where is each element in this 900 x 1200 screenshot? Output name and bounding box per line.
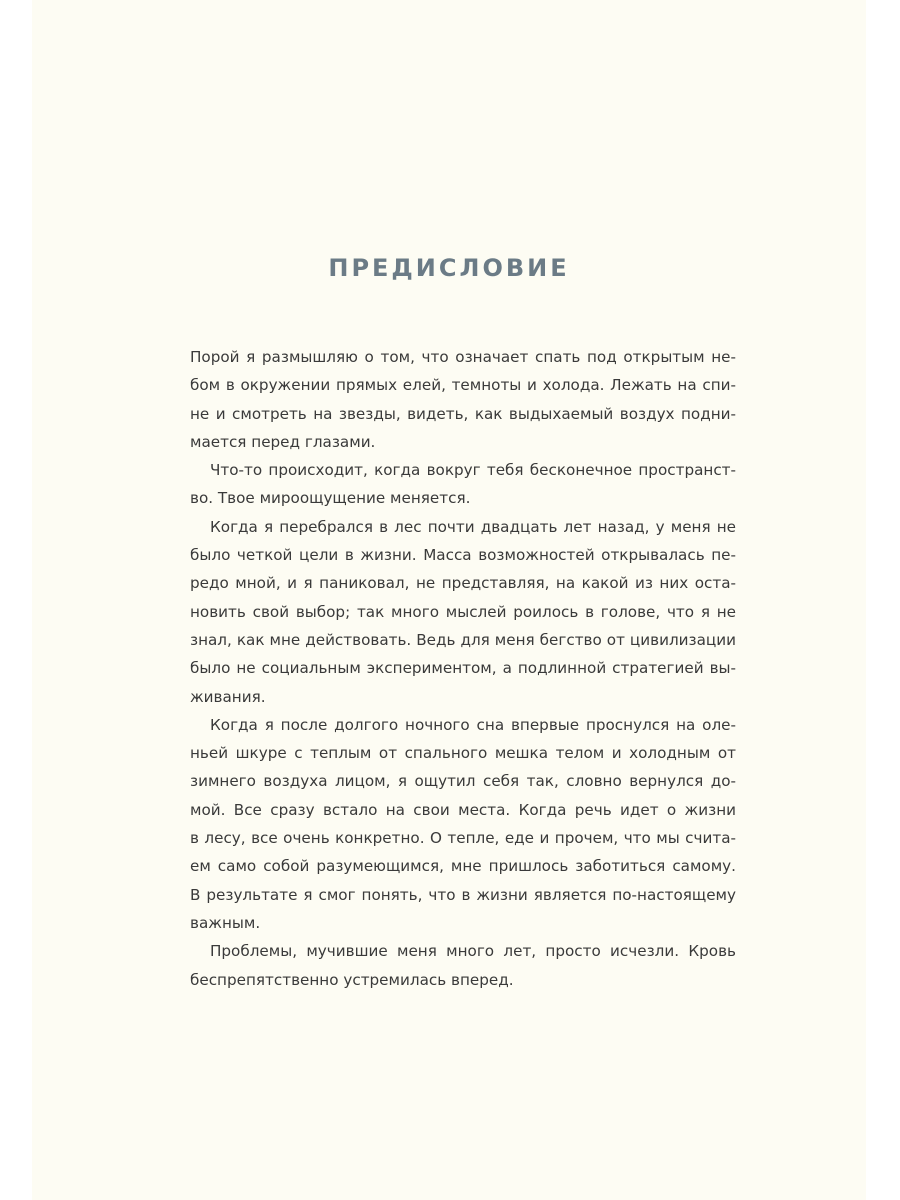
text-line: Что-то происходит, когда вокруг тебя бесконечное пространст- [210, 461, 736, 480]
text-line: новить свой выбор; так много мыслей роилось в голове, что я не [190, 602, 736, 621]
text-line: В результате я смог понять, что в жизни является по-настоящему [190, 885, 736, 904]
text-line: Проблемы, мучившие меня много лет, просто исчезли. Кровь [210, 942, 736, 961]
paragraph [190, 343, 736, 456]
text-line: не и смотреть на звезды, видеть, как выдыхаемый воздух подни- [190, 404, 736, 423]
paragraph [190, 937, 736, 994]
paragraph [190, 513, 736, 711]
paragraph [190, 711, 736, 937]
body-text [190, 343, 736, 994]
text-line: Когда я после долгого ночного сна впервые проснулся на оле- [210, 715, 736, 734]
text-line: мой. Все сразу встало на свои места. Когда речь идет о жизни [190, 800, 736, 819]
text-line: важным. [190, 913, 261, 932]
text-line: ньей шкуре с теплым от спального мешка телом и холодным от [190, 744, 736, 763]
text-line: в лесу, все очень конкретно. О тепле, еде и прочем, что мы счита- [190, 829, 736, 848]
text-line: во. Твое мироощущение меняется. [190, 489, 471, 508]
text-line: беспрепятственно устремилась вперед. [190, 970, 514, 989]
text-line: ем само собой разумеющимся, мне пришлось заботиться самому. [190, 857, 736, 876]
text-line: редо мной, и я паниковал, не представляя, на какой из них оста- [190, 574, 736, 593]
text-line: знал, как мне действовать. Ведь для меня бегство от цивилизации [190, 630, 736, 649]
text-line: зимнего воздуха лицом, я ощутил себя так, словно вернулся до- [190, 772, 736, 791]
text-line: было не социальным экспериментом, а подлинной стратегией вы- [190, 659, 736, 678]
text-line: живания. [190, 687, 266, 706]
text-line: мается перед глазами. [190, 432, 376, 451]
text-line: Порой я размышляю о том, что означает спать под открытым не- [190, 348, 736, 366]
text-line: было четкой цели в жизни. Масса возможностей открывалась пе- [190, 546, 736, 565]
chapter-title: ПРЕДИСЛОВИЕ [328, 254, 570, 282]
text-line: Когда я перебрался в лес почти двадцать лет назад, у меня не [210, 517, 736, 536]
paragraph [190, 456, 736, 513]
text-line: бом в окружении прямых елей, темноты и холода. Лежать на спи- [190, 376, 736, 395]
book-page [32, 0, 866, 1200]
